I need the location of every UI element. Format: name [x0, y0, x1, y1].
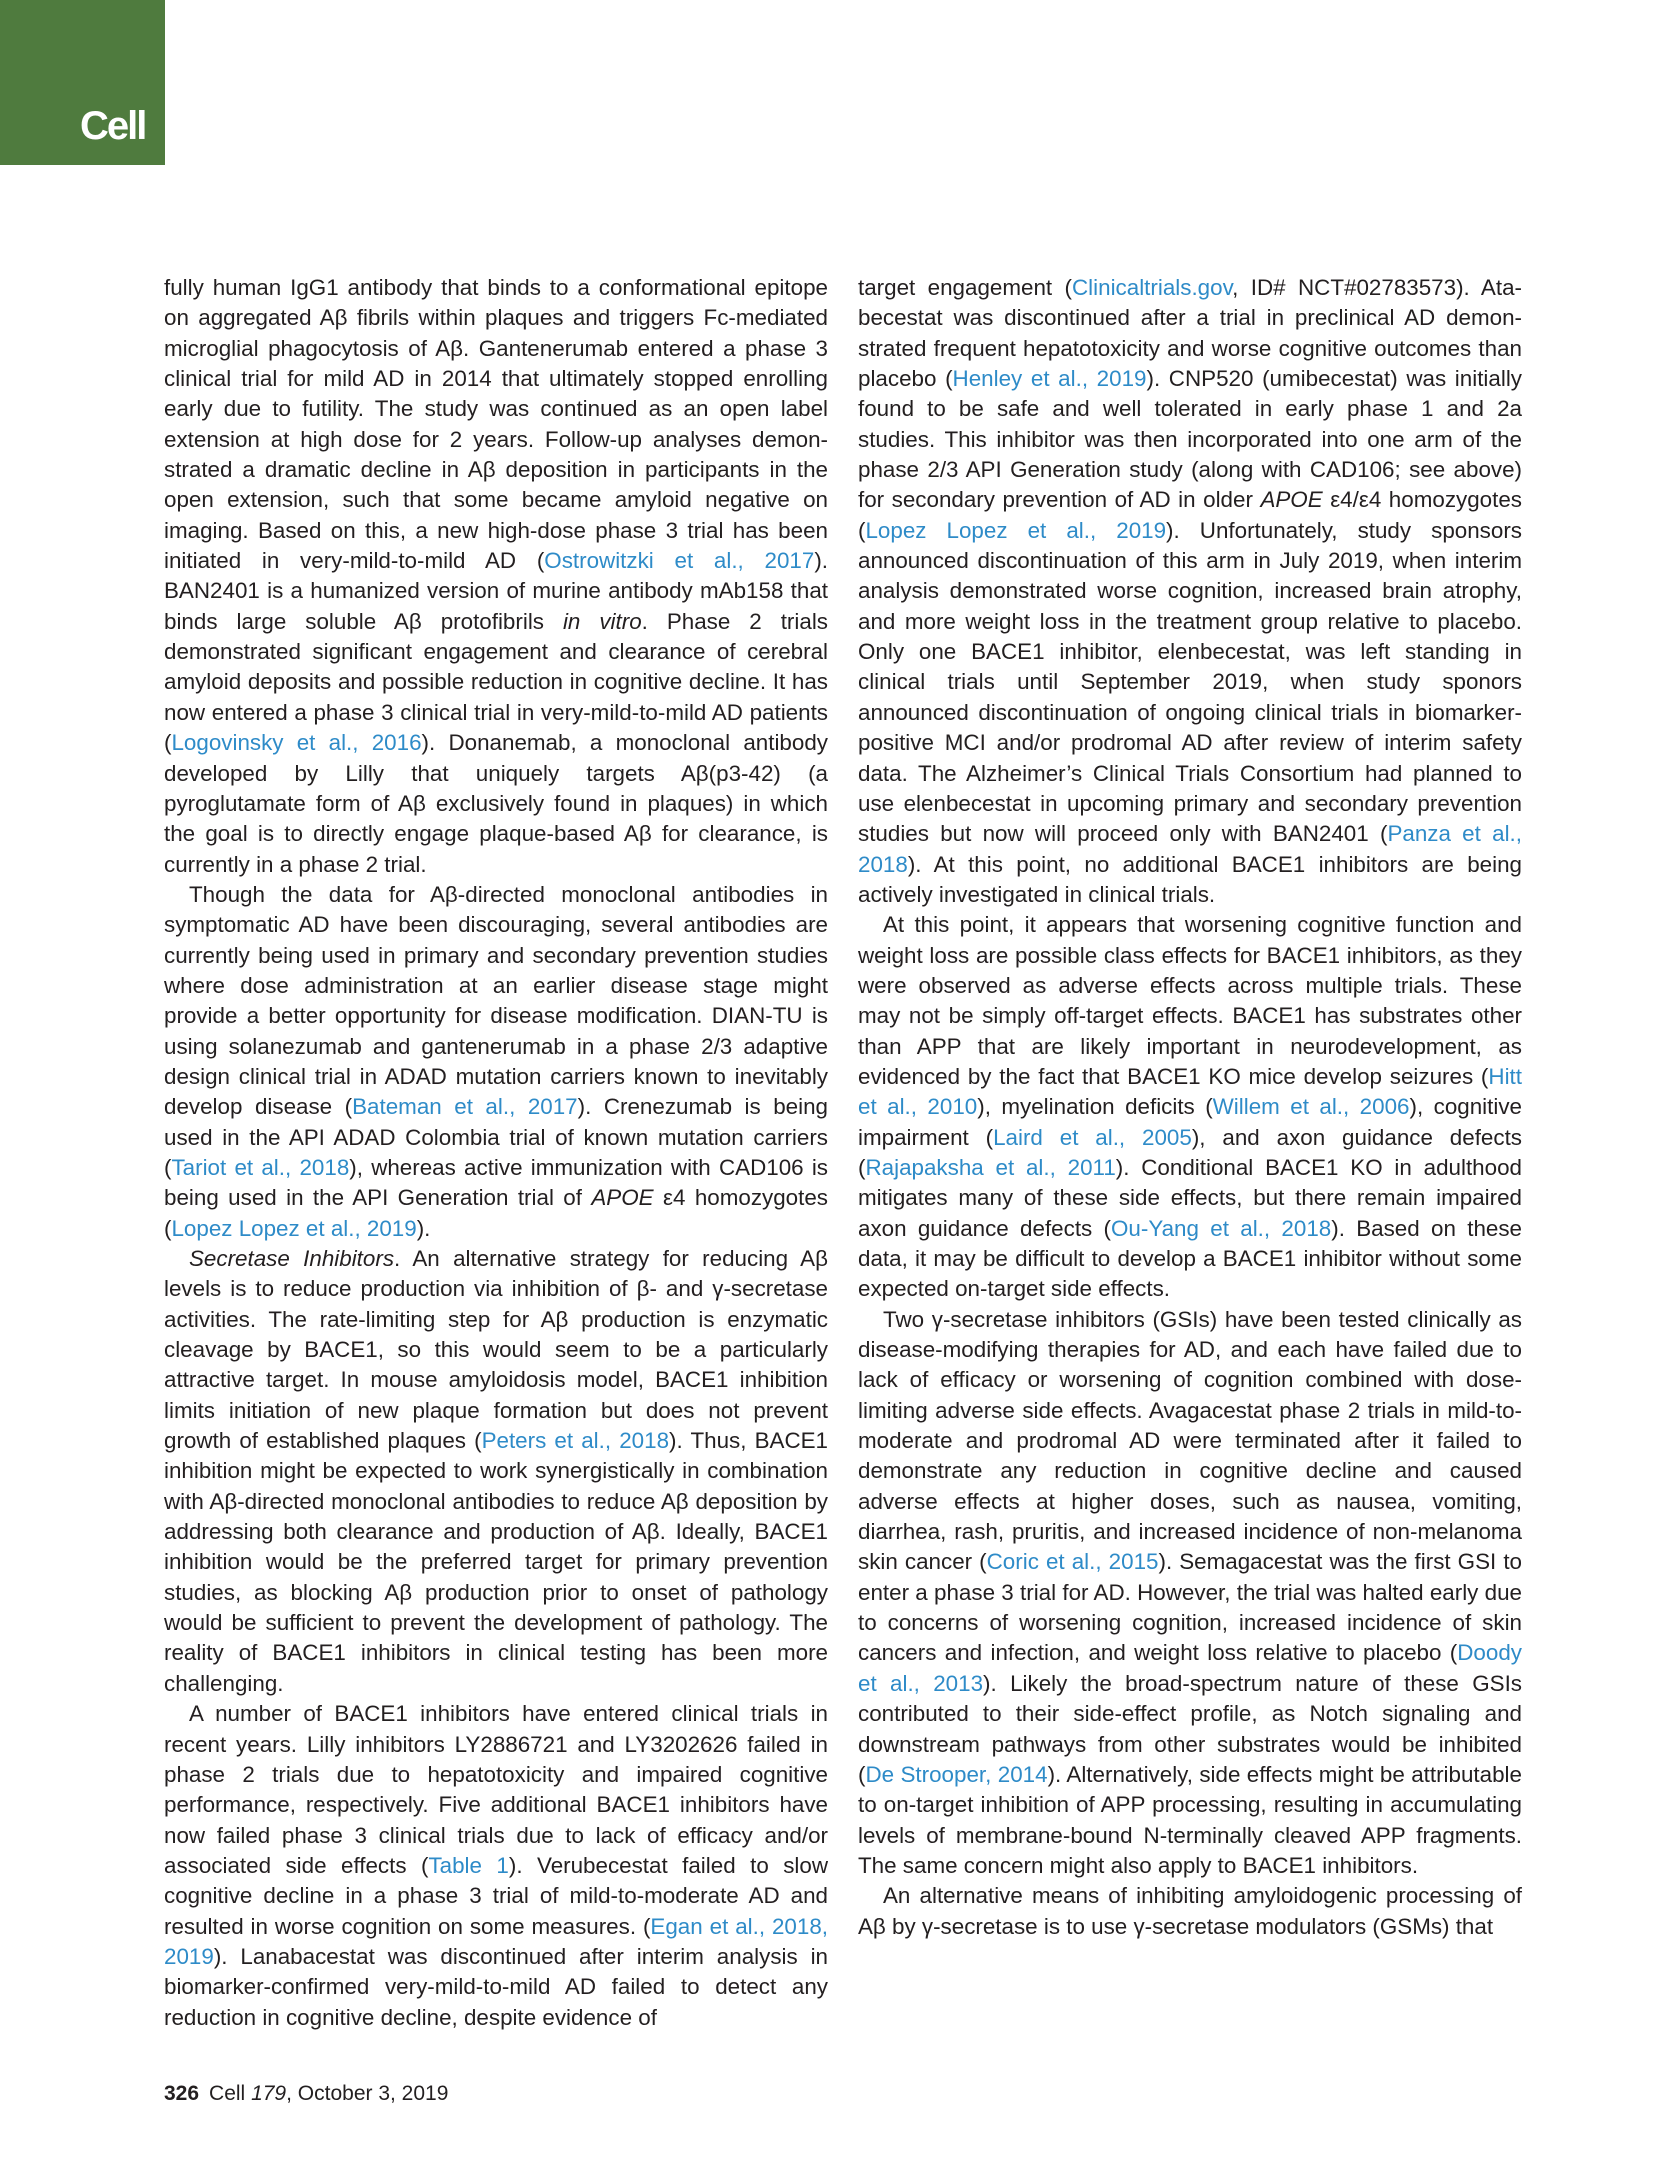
paragraph: [858, 273, 1522, 910]
page-footer: [164, 2082, 448, 2106]
citation-link[interactable]: Table 1: [428, 1852, 509, 1878]
page-number: 326: [164, 2082, 200, 2105]
text-run: ). Likely the broad-spectrum nature of these GSIs contributed to their side-effect profile, as Notch signaling and downstream pathways from other substrates would be inhibited (: [858, 1670, 1522, 1787]
text-run: Two γ-secretase inhibitors (GSIs) have been tested clinically as disease-modifying therapies for AD, and each have failed due to lack of efficacy or worsening of cognition combined with dose-limiting adverse side effects. Avagacestat phase 2 trials in mild-to-moderate and prodromal AD were terminated after it failed to demonstrate any reduction in cognitive decline and caused adverse effects at higher doses, such as nausea, vomiting, diarrhea, rash, pruritis, and increased incidence of non-melanoma skin cancer (: [858, 1306, 1522, 1575]
paragraph: [858, 1881, 1522, 1942]
journal-volume: 179: [251, 2082, 287, 2105]
text-run: ). Thus, BACE1 inhibition might be expected to work synergistically in combination with Aβ-directed monoclonal antibodies to reduce Aβ deposition by addressing both clearance and production of Aβ. Ideally, BACE1 inhibition would be the preferred target for primary prevention studies, as blocking Aβ production prior to onset of pathology would be sufficient to prevent the development of pathology. The reality of BACE1 inhibitors in clinical testing has been more challenging.: [164, 1428, 829, 1696]
text-run: . An alternative strategy for reducing Aβ levels is to reduce production via inhibition of β- and γ-secretase activities. The rate-limiting step for Aβ production is enzymatic cleavage by BACE1, so this would seem to be a particularly attractive target. In mouse amyloidosis model, BACE1 inhibition limits initiation of new plaque formation but does not prevent growth of established plaques (: [164, 1246, 828, 1454]
citation-link[interactable]: Ou-Yang et al., 2018: [1111, 1215, 1332, 1241]
text-run: ), whereas active immunization with CAD106 is being used in the API Generation trial of: [164, 1154, 828, 1211]
text-run: ). Donanemab, a monoclonal antibody developed by Lilly that uniquely targets Aβ(p3-42) (a pyroglutamate form of Aβ exclusively found in plaques) in which the goal is to directly engage plaque-based Aβ for clearance, is currently in a phase 2 trial.: [164, 730, 828, 877]
text-run: ε4 homozygotes (: [164, 1185, 828, 1241]
text-run: ε4/ε4 homozygotes (: [858, 487, 1522, 543]
citation-link[interactable]: Clinicaltrials.gov: [1072, 275, 1233, 300]
citation-link[interactable]: Tariot et al., 2018: [171, 1154, 350, 1180]
citation-link[interactable]: Henley et al., 2019: [952, 366, 1147, 392]
text-run: ). Verubecestat failed to slow cognitive decline in a phase 3 trial of mild-to-moderate AD and resulted in worse cognition on some measures. (: [164, 1852, 828, 1939]
italic-text: APOE: [1260, 487, 1323, 513]
text-run: , ID# NCT#02783573). Atabecestat was discontinued after a trial in preclinical AD demonstrated frequent hepatotoxicity and worse cognitive outcomes than placebo (: [858, 275, 1522, 392]
citation-link[interactable]: Hitt et al., 2010: [858, 1063, 1522, 1120]
text-run: ). At this point, no additional BACE1 inhibitors are being actively investigated in clinical trials.: [858, 851, 1522, 907]
text-run: . Phase 2 trials demonstrated significant engagement and clearance of cerebral amyloid deposits and possible reduction in cognitive decline. It has now entered a phase 3 clinical trial in very-mild-to-mild AD patients (: [164, 608, 828, 756]
text-run: ), and axon guidance defects (: [858, 1124, 1522, 1180]
italic-text: Secretase Inhibitors: [189, 1246, 395, 1271]
citation-link[interactable]: Panza et al., 2018: [858, 821, 1522, 877]
citation-link[interactable]: De Strooper, 2014: [865, 1761, 1048, 1787]
text-run: ). Semagacestat was the first GSI to enter a phase 3 trial for AD. However, the trial was halted early due to concerns of worsening cognition, increased incidence of skin cancers and infection, and weight loss relative to placebo (: [858, 1549, 1523, 1666]
text-run: ). Alternatively, side effects might be attributable to on-target inhibition of APP processing, resulting in accumulating levels of membrane-bound N-terminally cleaved APP fragments. The same concern might also apply to BACE1 inhibitors.: [858, 1761, 1522, 1878]
journal-name: Cell: [209, 2082, 246, 2105]
paragraph: [164, 1699, 828, 2033]
text-run: ). CNP520 (umibecestat) was initially found to be safe and well tolerated in early phase 1 and 2a studies. This inhibitor was then incorporated into one arm of the phase 2/3 API Generation study (along with CAD106; see above) for secondary prevention of AD in older: [858, 366, 1522, 513]
italic-text: in vitro: [562, 608, 642, 634]
journal-logo-text: Cell: [80, 104, 146, 148]
text-run: ). Crenezumab is being used in the API ADAD Colombia trial of known mutation carriers (: [164, 1094, 829, 1180]
issue-date: , October 3, 2019: [286, 2082, 449, 2105]
citation-link[interactable]: Rajapaksha et al., 2011: [865, 1154, 1116, 1180]
left-column: [164, 273, 828, 2033]
citation-link[interactable]: Laird et al., 2005: [993, 1124, 1192, 1150]
citation-link[interactable]: Willem et al., 2006: [1212, 1094, 1410, 1120]
text-run: ), myelination deficits (: [977, 1094, 1213, 1120]
paragraph: [858, 910, 1522, 1304]
journal-logo: [0, 0, 165, 165]
text-run: ). Lanabacestat was discontinued after interim analysis in biomarker-confirmed very-mild-to-mild AD failed to detect any reduction in cognitive decline, despite evidence of: [164, 1943, 828, 2030]
paragraph: [164, 880, 828, 1244]
text-run: ). Based on these data, it may be difficult to develop a BACE1 inhibitor without some expected on-target side effects.: [858, 1215, 1522, 1302]
citation-link[interactable]: Lopez Lopez et al., 2019: [171, 1215, 417, 1241]
text-run: At this point, it appears that worsening cognitive function and weight loss are possible class effects for BACE1 inhibitors, as they were observed as adverse effects across multiple trials. These may not be simply off-target effects. BACE1 has substrates other than APP that are likely important in neurodevelopment, as evidenced by the fact that BACE1 KO mice develop seizures (: [858, 912, 1522, 1089]
paragraph: [858, 1305, 1522, 1882]
paragraph: [164, 1244, 828, 1699]
citation-link[interactable]: Coric et al., 2015: [986, 1549, 1159, 1575]
citation-link[interactable]: Peters et al., 2018: [481, 1428, 670, 1454]
citation-link[interactable]: Bateman et al., 2017: [352, 1094, 578, 1120]
citation-link[interactable]: Doody et al., 2013: [858, 1640, 1522, 1696]
right-column: [858, 273, 1522, 1942]
text-run: fully human IgG1 antibody that binds to a conformational epitope on aggregated Aβ fibrils within plaques and triggers Fc-mediated microglial phagocytosis of Aβ. Gantenerumab entered a phase 3 clinical trial for mild AD in 2014 that ultimately stopped enrolling early due to futility. The study was continued as an open label extension at high dose for 2 years. Follow-up analyses demonstrated a dramatic decline in Aβ deposition in participants in the open extension, such that some became amyloid negative on imaging. Based on this, a new high-dose phase 3 trial has been initiated in very-mild-to-mild AD (: [164, 275, 828, 574]
text-run: ). BAN2401 is a humanized version of murine antibody mAb158 that binds large soluble Aβ protofibrils: [164, 548, 828, 634]
citation-link[interactable]: Egan et al., 2018, 2019: [164, 1913, 828, 1969]
paragraph: [164, 273, 828, 880]
text-run: Though the data for Aβ-directed monoclonal antibodies in symptomatic AD have been discouraging, several antibodies are currently being used in primary and secondary prevention studies where dose administration at an earlier disease stage might provide a better opportunity for disease modification. DIAN-TU is using solanezumab and gantenerumab in a phase 2/3 adaptive design clinical trial in ADAD mutation carriers known to inevitably develop disease (: [164, 881, 828, 1120]
citation-link[interactable]: Logovinsky et al., 2016: [171, 730, 422, 756]
text-run: target engagement (: [858, 275, 1073, 300]
text-run: ), cognitive impairment (: [858, 1094, 1522, 1150]
italic-text: APOE: [591, 1185, 654, 1211]
citation-link[interactable]: Ostrowitzki et al., 2017: [544, 548, 815, 574]
text-run: ). Conditional BACE1 KO in adulthood mitigates many of these side effects, but there remain impaired axon guidance defects (: [858, 1154, 1522, 1241]
citation-link[interactable]: Lopez Lopez et al., 2019: [865, 517, 1167, 543]
text-run: An alternative means of inhibiting amyloidogenic processing of Aβ by γ-secretase is to use γ-secretase modulators (GSMs) that: [858, 1883, 1522, 1939]
text-run: ). Unfortunately, study sponsors announced discontinuation of this arm in July 2019, when interim analysis demonstrated worse cognition, increased brain atrophy, and more weight loss in the treatment group relative to placebo. Only one BACE1 inhibitor, elenbecestat, was left standing in clinical trials until September 2019, when study sponors announced discontinuation of ongoing clinical trials in biomarker-positive MCI and/or prodromal AD after review of interim safety data. The Alzheimer’s Clinical Trials Consortium had planned to use elenbecestat in upcoming primary and secondary prevention studies but now will proceed only with BAN2401 (: [858, 517, 1522, 847]
text-run: A number of BACE1 inhibitors have entered clinical trials in recent years. Lilly inhibitors LY2886721 and LY3202626 failed in phase 2 trials due to hepatotoxicity and impaired cognitive performance, respectively. Five additional BACE1 inhibitors have now failed phase 3 clinical trials due to lack of efficacy and/or associated side effects (: [164, 1701, 828, 1878]
text-run: ).: [416, 1215, 431, 1241]
